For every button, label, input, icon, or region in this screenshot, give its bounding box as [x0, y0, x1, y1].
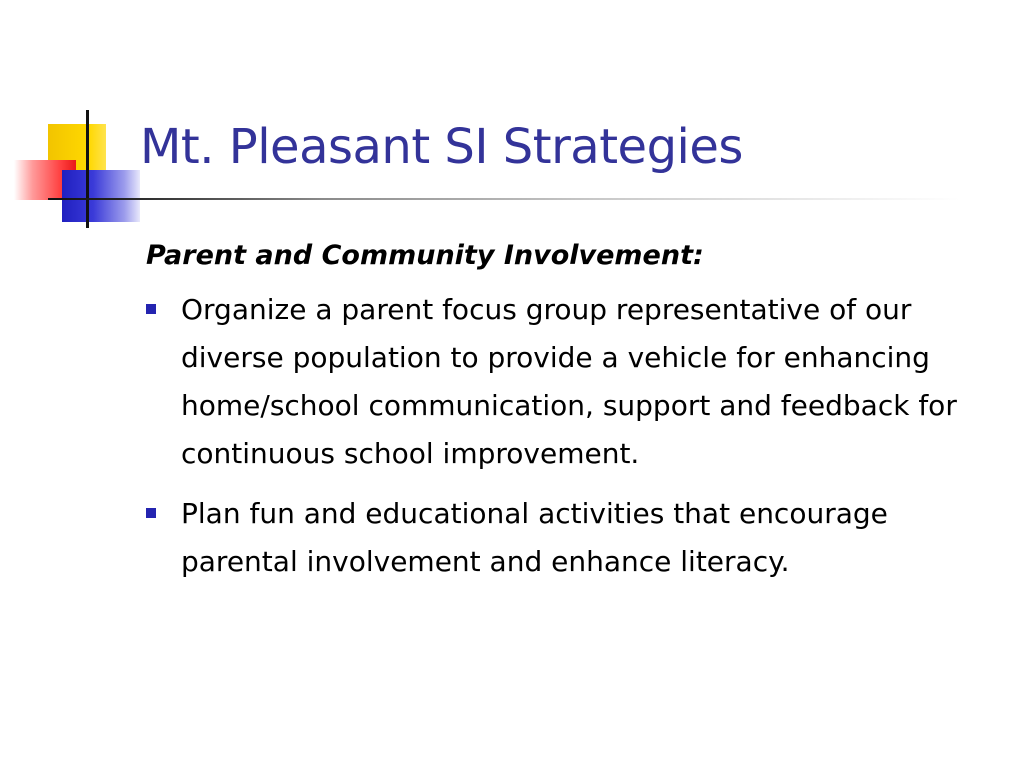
- bullet-list: [146, 286, 996, 586]
- bullet-text: Plan fun and educational activities that encourage parental involvement and enhance literacy.: [181, 497, 888, 578]
- blue-gradient-decoration: [62, 170, 140, 222]
- slide-title: Mt. Pleasant SI Strategies: [140, 119, 743, 175]
- square-bullet-icon: [146, 508, 156, 518]
- title-underline-rule: [48, 198, 960, 200]
- slide-body: [146, 234, 996, 598]
- bullet-text: Organize a parent focus group representative of our diverse population to provide a vehicle for enhancing home/school communication, support and feedback for continuous school improvement.: [181, 293, 957, 470]
- vertical-rule-decoration: [86, 110, 89, 228]
- square-bullet-icon: [146, 304, 156, 314]
- section-heading: Parent and Community Involvement:: [146, 240, 704, 271]
- bullet-item: [146, 490, 996, 586]
- bullet-item: [146, 286, 996, 478]
